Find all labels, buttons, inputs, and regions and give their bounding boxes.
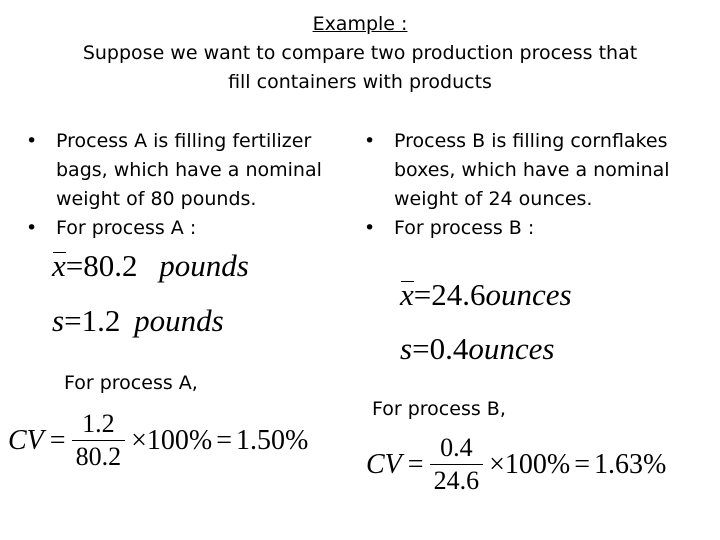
process-b-mean-equation (400, 277, 572, 313)
process-b-sd-unit: ounces (468, 331, 555, 366)
equals-sign: = (574, 448, 590, 480)
slide-title: Example : (312, 13, 408, 35)
process-b-sd-value: 0.4 (429, 331, 469, 366)
times-100-percent: ×100% (489, 448, 571, 480)
process-b-sd-equation (400, 331, 554, 367)
equals-sign: = (64, 303, 82, 338)
mean-symbol: x (400, 277, 414, 312)
sd-symbol: s (52, 303, 65, 338)
process-a-cv-result: 1.50% (236, 424, 309, 456)
process-b-description: • Process B is filling cornflakes boxes, which have a nominal weight of 24 ounces. (354, 127, 684, 214)
equals-sign: = (412, 331, 430, 366)
process-b-cv-label: For process B, (372, 398, 506, 420)
equals-sign: = (407, 448, 424, 480)
process-a-bullets (16, 127, 346, 243)
sd-symbol: s (400, 331, 413, 366)
process-b-cv-denominator: 24.6 (430, 464, 484, 497)
process-b-bullets (354, 127, 684, 243)
process-b-cv-equation (366, 432, 666, 497)
process-a-cv-equation (8, 408, 308, 473)
process-b-heading: • For process B : (354, 214, 684, 243)
process-a-mean-value: 80.2 (83, 248, 138, 283)
equals-sign: = (49, 424, 66, 456)
process-a-description: • Process A is filling fertilizer bags, which have a nominal weight of 80 pounds. (16, 127, 346, 214)
process-a-cv-fraction (72, 408, 126, 473)
equals-sign: = (413, 277, 432, 312)
process-a-sd-equation (52, 303, 224, 339)
process-b-mean-unit: ounces (485, 277, 572, 312)
mean-symbol: x (52, 248, 66, 283)
equals-sign: = (65, 248, 84, 283)
process-a-cv-denominator: 80.2 (72, 440, 126, 473)
cv-symbol: CV (366, 448, 402, 480)
times-100-percent: ×100% (131, 424, 213, 456)
process-b-cv-numerator: 0.4 (440, 433, 473, 462)
process-a-sd-value: 1.2 (81, 303, 121, 338)
process-b-cv-result: 1.63% (594, 448, 667, 480)
process-a-mean-unit: pounds (159, 248, 249, 283)
cv-symbol: CV (8, 424, 44, 456)
slide-intro-line-2: fill containers with products (228, 71, 492, 93)
slide-intro-line-1: Suppose we want to compare two production process that (82, 42, 638, 64)
process-b-mean-value: 24.6 (431, 277, 486, 312)
process-b-cv-fraction (430, 432, 484, 497)
process-a-mean-equation (52, 248, 249, 284)
process-a-heading: • For process A : (16, 214, 346, 243)
equals-sign: = (216, 424, 232, 456)
slide-header (0, 10, 720, 97)
process-a-cv-label: For process A, (64, 372, 198, 394)
process-a-sd-unit: pounds (134, 303, 224, 338)
process-a-cv-numerator: 1.2 (82, 409, 115, 438)
